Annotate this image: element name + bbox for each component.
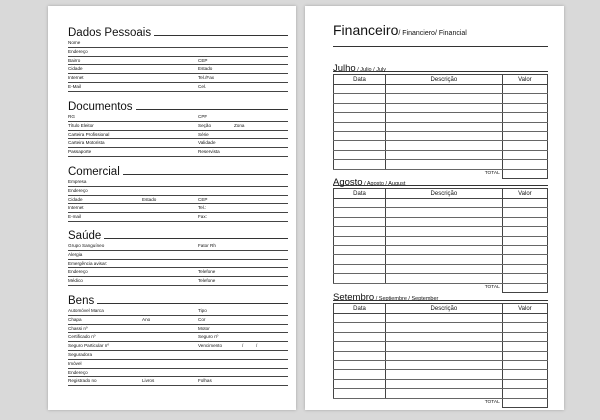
ledger-row[interactable] (334, 379, 548, 388)
ledger-cell[interactable] (386, 370, 503, 379)
ledger-cell[interactable] (334, 332, 386, 341)
ledger-cell[interactable] (334, 103, 386, 112)
ledger-cell[interactable] (502, 314, 547, 323)
form-field-label: Seguro nº (198, 334, 219, 340)
ledger-cell[interactable] (334, 199, 386, 208)
ledger-cell[interactable] (334, 208, 386, 217)
ledger-column-header: Descrição (386, 189, 503, 199)
ledger-cell[interactable] (502, 274, 547, 283)
form-field-label: CPF (198, 114, 208, 119)
ledger-cell[interactable] (502, 150, 547, 159)
ledger-cell[interactable] (502, 227, 547, 236)
form-section (68, 99, 288, 157)
form-field-label: Título Eleitor (68, 122, 94, 128)
form-field-label: Tel.: (198, 205, 207, 211)
ledger-cell[interactable] (334, 379, 386, 388)
ledger-cell[interactable] (386, 255, 503, 264)
ledger-cell[interactable] (386, 342, 503, 351)
form-section-title (68, 25, 288, 39)
section-title-text: Saúde (68, 230, 104, 242)
form-field-label: Estado (198, 66, 213, 72)
ledger-row[interactable] (334, 113, 548, 122)
month-subtitle: / Julio / July (355, 67, 386, 73)
ledger-row[interactable] (334, 94, 548, 103)
ledger-row[interactable] (334, 332, 548, 341)
form-field-label: Folhas (198, 378, 212, 384)
ledger-row[interactable] (334, 255, 548, 264)
left-page-personal-data (48, 6, 296, 410)
form-row[interactable] (68, 369, 288, 378)
ledger-cell[interactable] (386, 131, 503, 140)
form-field-label: Seguradora (68, 351, 93, 357)
ledger-row[interactable] (334, 389, 548, 398)
form-field-label: E-mail (68, 214, 82, 220)
form-field-label: Alergia (68, 251, 83, 257)
form-field-label: / (256, 343, 258, 349)
form-row[interactable] (68, 360, 288, 369)
form-row[interactable] (68, 39, 288, 48)
ledger-cell[interactable] (334, 264, 386, 273)
form-field-label: Registrado no (68, 378, 97, 384)
form-field-label: E-Mail (68, 83, 82, 89)
form-field-label: Endereço (68, 187, 88, 193)
ledger-cell[interactable] (386, 274, 503, 283)
ledger-row[interactable] (334, 342, 548, 351)
ledger-column-header: Valor (502, 189, 547, 199)
form-field-label: Cidade (68, 66, 83, 72)
form-row[interactable] (68, 351, 288, 360)
month-subtitle: / Septiembre / September (374, 296, 439, 302)
ledger-row[interactable] (334, 274, 548, 283)
month-name: Julho (333, 63, 356, 74)
ledger-cell[interactable] (334, 150, 386, 159)
form-field-label: Automóvel Marca (68, 308, 104, 313)
ledger-table (333, 74, 548, 179)
form-field-label: Passaporte (68, 149, 92, 155)
form-field-label: Telefone (198, 278, 216, 284)
ledger-cell[interactable] (386, 351, 503, 360)
form-section-title (68, 293, 288, 307)
ledger-total-row (334, 398, 548, 407)
ledger-row[interactable] (334, 323, 548, 332)
ledger-cell[interactable] (502, 113, 547, 122)
ledger-cell[interactable] (386, 85, 503, 94)
form-row[interactable] (68, 131, 288, 140)
ledger-column-header: Data (334, 75, 386, 85)
ledger-cell[interactable] (386, 314, 503, 323)
header-rule (333, 46, 548, 47)
ledger-cell[interactable] (386, 122, 503, 131)
ledger-row[interactable] (334, 314, 548, 323)
form-field-label: Certificado nº (68, 334, 96, 340)
ledger-cell[interactable] (502, 122, 547, 131)
form-row[interactable] (68, 342, 288, 351)
form-field-label: Internet (68, 75, 84, 81)
ledger-row[interactable] (334, 236, 548, 245)
form-row[interactable] (68, 204, 288, 213)
form-field-label: Endereço (68, 269, 88, 275)
form-field-label: Livros (142, 378, 155, 384)
ledger-cell[interactable] (502, 208, 547, 217)
form-row[interactable] (68, 213, 288, 222)
ledger-cell[interactable] (386, 141, 503, 150)
section-title-rule (68, 303, 288, 304)
ledger-cell[interactable] (502, 332, 547, 341)
ledger-cell[interactable] (502, 389, 547, 398)
form-row[interactable] (68, 196, 288, 205)
form-field-label: Bairro (68, 57, 81, 63)
form-field-label: Reservista (198, 149, 220, 155)
ledger-row[interactable] (334, 160, 548, 169)
form-row[interactable] (68, 113, 288, 122)
ledger-cell[interactable] (502, 360, 547, 369)
ledger-cell[interactable] (386, 360, 503, 369)
form-section (68, 293, 288, 386)
form-section-title (68, 228, 288, 242)
section-title-text: Documentos (68, 101, 136, 113)
form-row[interactable] (68, 277, 288, 286)
form-row[interactable] (68, 307, 288, 316)
form-section-title (68, 99, 288, 113)
month-title (333, 58, 548, 74)
form-row[interactable] (68, 148, 288, 157)
form-row[interactable] (68, 178, 288, 187)
ledger-cell[interactable] (502, 255, 547, 264)
section-title-text: Comercial (68, 166, 123, 178)
ledger-cell[interactable] (386, 217, 503, 226)
ledger-cell[interactable] (334, 94, 386, 103)
ledger-table (333, 188, 548, 293)
ledger-cell[interactable] (502, 236, 547, 245)
ledger-cell[interactable] (334, 217, 386, 226)
ledger-cell[interactable] (334, 314, 386, 323)
month-title (333, 287, 548, 303)
ledger-column-header: Descrição (386, 304, 503, 314)
financial-title-suffix: / Financiero/ Financial (398, 30, 467, 37)
ledger-cell[interactable] (386, 379, 503, 388)
ledger-cell[interactable] (334, 122, 386, 131)
ledger-row[interactable] (334, 131, 548, 140)
ledger-cell[interactable] (334, 360, 386, 369)
ledger-cell[interactable] (386, 150, 503, 159)
form-row[interactable] (68, 65, 288, 74)
form-row[interactable] (68, 122, 288, 131)
form-field-label: Tipo (198, 308, 207, 313)
ledger-cell[interactable] (502, 160, 547, 169)
form-field-label: Tel./Fax (198, 75, 215, 81)
ledger-cell[interactable] (334, 113, 386, 122)
ledger-cell[interactable] (502, 245, 547, 254)
form-field-label: Endereço (68, 48, 88, 54)
ledger-cell[interactable] (502, 94, 547, 103)
ledger-row[interactable] (334, 150, 548, 159)
month-name: Setembro (333, 292, 375, 303)
ledger-cell[interactable] (334, 342, 386, 351)
ledger-cell[interactable] (386, 245, 503, 254)
ledger-cell[interactable] (334, 85, 386, 94)
form-field-label: Seguro Particular nº (68, 343, 110, 349)
ledger-row[interactable] (334, 141, 548, 150)
form-field-label: Fator Rh (198, 243, 216, 248)
form-section (68, 25, 288, 92)
ledger-cell[interactable] (386, 94, 503, 103)
form-row[interactable] (68, 83, 288, 92)
ledger-cell[interactable] (334, 274, 386, 283)
ledger-cell[interactable] (502, 264, 547, 273)
total-value-cell[interactable] (502, 398, 547, 407)
form-row[interactable] (68, 57, 288, 66)
ledger-cell[interactable] (502, 351, 547, 360)
form-field-label: Fax: (198, 214, 207, 220)
ledger-column-header: Valor (502, 75, 547, 85)
ledger-cell[interactable] (386, 103, 503, 112)
form-field-label: Zona (234, 122, 245, 128)
right-page-financial (305, 6, 564, 410)
ledger-cell[interactable] (386, 113, 503, 122)
ledger-cell[interactable] (502, 85, 547, 94)
ledger-row[interactable] (334, 208, 548, 217)
form-field-label: RG (68, 114, 75, 119)
ledger-cell[interactable] (386, 199, 503, 208)
form-row[interactable] (68, 139, 288, 148)
form-field-label: Médico (68, 278, 83, 284)
financial-title: Financeiro (333, 22, 399, 38)
form-field-label: Validade (198, 140, 216, 146)
form-row[interactable] (68, 268, 288, 277)
form-field-label: Empresa (68, 179, 87, 184)
form-field-label: Endereço (68, 369, 88, 375)
ledger-cell[interactable] (386, 264, 503, 273)
form-row[interactable] (68, 187, 288, 196)
ledger-cell[interactable] (334, 255, 386, 264)
ledger-cell[interactable] (502, 370, 547, 379)
ledger-row[interactable] (334, 122, 548, 131)
ledger-column-header: Data (334, 304, 386, 314)
month-ledger (333, 287, 548, 408)
ledger-cell[interactable] (502, 342, 547, 351)
form-field-label: Telefone (198, 269, 216, 275)
ledger-cell[interactable] (502, 379, 547, 388)
form-field-label: Cidade (68, 196, 83, 202)
form-field-label: Chapa (68, 316, 82, 322)
ledger-cell[interactable] (502, 217, 547, 226)
ledger-cell[interactable] (334, 351, 386, 360)
form-row[interactable] (68, 377, 288, 386)
ledger-cell[interactable] (502, 103, 547, 112)
ledger-cell[interactable] (334, 245, 386, 254)
form-field-label: Motor (198, 325, 210, 331)
form-field-label: Carteira Motorista (68, 140, 105, 146)
total-label: TOTAL (334, 398, 503, 407)
ledger-column-header: Valor (502, 304, 547, 314)
ledger-row[interactable] (334, 351, 548, 360)
ledger-row[interactable] (334, 360, 548, 369)
form-field-label: Ano (142, 316, 151, 322)
form-field-label: Nome (68, 40, 81, 45)
ledger-row[interactable] (334, 103, 548, 112)
ledger-cell[interactable] (502, 141, 547, 150)
ledger-cell[interactable] (502, 323, 547, 332)
month-title (333, 172, 548, 188)
form-field-label: Vencimento (198, 343, 223, 349)
form-field-label: / (242, 343, 244, 349)
form-field-label: Série (198, 131, 209, 137)
month-ledger (333, 172, 548, 293)
ledger-row[interactable] (334, 264, 548, 273)
form-field-label: Cor (198, 316, 206, 322)
section-title-text: Bens (68, 295, 97, 307)
form-section (68, 164, 288, 222)
form-field-label: Chassi nº (68, 325, 88, 331)
form-row[interactable] (68, 48, 288, 57)
ledger-cell[interactable] (334, 236, 386, 245)
financial-header (333, 22, 467, 40)
form-field-label: Seção (198, 122, 212, 128)
ledger-cell[interactable] (386, 332, 503, 341)
ledger-cell[interactable] (334, 141, 386, 150)
ledger-column-header: Data (334, 189, 386, 199)
ledger-cell[interactable] (386, 323, 503, 332)
month-name: Agosto (333, 177, 363, 188)
form-field-label: Cel. (198, 83, 207, 89)
ledger-cell[interactable] (386, 389, 503, 398)
ledger-row[interactable] (334, 199, 548, 208)
ledger-row[interactable] (334, 217, 548, 226)
ledger-cell[interactable] (386, 160, 503, 169)
form-row[interactable] (68, 316, 288, 325)
form-field-label: Grupo Sanguíneo (68, 243, 105, 248)
ledger-cell[interactable] (334, 227, 386, 236)
ledger-cell[interactable] (386, 227, 503, 236)
form-row[interactable] (68, 242, 288, 251)
form-field-label: CEP (198, 57, 208, 63)
form-field-label: Internet (68, 205, 84, 211)
form-row[interactable] (68, 260, 288, 269)
ledger-row[interactable] (334, 370, 548, 379)
month-ledger (333, 58, 548, 179)
ledger-cell[interactable] (502, 199, 547, 208)
ledger-table (333, 303, 548, 408)
form-row[interactable] (68, 333, 288, 342)
month-subtitle: / Agosto / August (362, 181, 406, 187)
ledger-cell[interactable] (502, 131, 547, 140)
ledger-cell[interactable] (334, 370, 386, 379)
total-label: TOTAL (334, 169, 503, 178)
ledger-row[interactable] (334, 227, 548, 236)
ledger-cell[interactable] (334, 323, 386, 332)
form-row[interactable] (68, 74, 288, 83)
ledger-cell[interactable] (334, 131, 386, 140)
form-field-label: Imóvel (68, 360, 82, 366)
form-field-label: Estado (142, 196, 157, 202)
section-title-text: Dados Pessoais (68, 27, 154, 39)
ledger-column-header: Descrição (386, 75, 503, 85)
ledger-cell[interactable] (386, 208, 503, 217)
form-section-title (68, 164, 288, 178)
ledger-row[interactable] (334, 245, 548, 254)
ledger-cell[interactable] (386, 236, 503, 245)
total-label: TOTAL (334, 283, 503, 292)
ledger-cell[interactable] (334, 160, 386, 169)
form-section (68, 228, 288, 286)
form-row[interactable] (68, 325, 288, 334)
form-field-label: CEP (198, 196, 208, 202)
ledger-cell[interactable] (334, 389, 386, 398)
form-field-label: Carteira Profissional (68, 131, 110, 137)
form-field-label: Emergência avisar: (68, 260, 108, 266)
ledger-row[interactable] (334, 85, 548, 94)
form-row[interactable] (68, 251, 288, 260)
